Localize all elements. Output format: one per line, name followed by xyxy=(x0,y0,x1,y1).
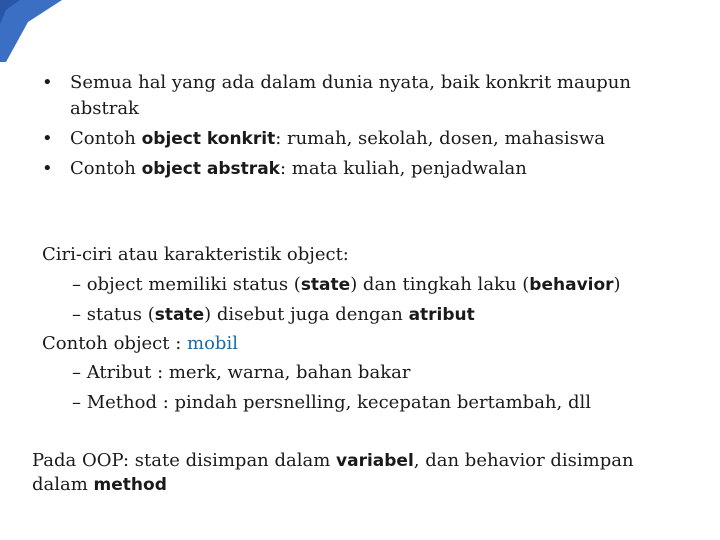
ciri-line-1: – object memiliki status (state) dan tingkah laku (behavior) xyxy=(72,274,621,295)
oop-line-1: Pada OOP: state disimpan dalam variabel, dan behavior disimpan xyxy=(32,450,634,471)
bold-term: object konkrit xyxy=(141,129,276,149)
bullet-item: • Semua hal yang ada dalam dunia nyata, baik konkrit maupun abstrak xyxy=(42,72,631,119)
ciri-title: Ciri-ciri atau karakteristik object: xyxy=(42,244,349,265)
atribut-line: – Atribut : merk, warna, bahan bakar xyxy=(72,362,411,383)
bullet-text-cont: abstrak xyxy=(70,98,139,119)
contoh-object: Contoh object : mobil xyxy=(42,333,238,354)
method-line: – Method : pindah persnelling, kecepatan bertambah, dll xyxy=(72,392,591,413)
oop-line-2: dalam method xyxy=(32,474,167,495)
bullet-item: • Contoh object konkrit: rumah, sekolah, dosen, mahasiswa xyxy=(42,128,605,149)
corner-decoration xyxy=(0,0,70,64)
contoh-value: mobil xyxy=(187,333,238,354)
bullet-item: • Contoh object abstrak: mata kuliah, penjadwalan xyxy=(42,158,527,179)
bullet-text: Semua hal yang ada dalam dunia nyata, baik konkrit maupun xyxy=(70,72,631,93)
bullet-list xyxy=(40,70,631,186)
bold-term: object abstrak xyxy=(141,159,280,179)
ciri-line-2: – status (state) disebut juga dengan atribut xyxy=(72,304,475,325)
